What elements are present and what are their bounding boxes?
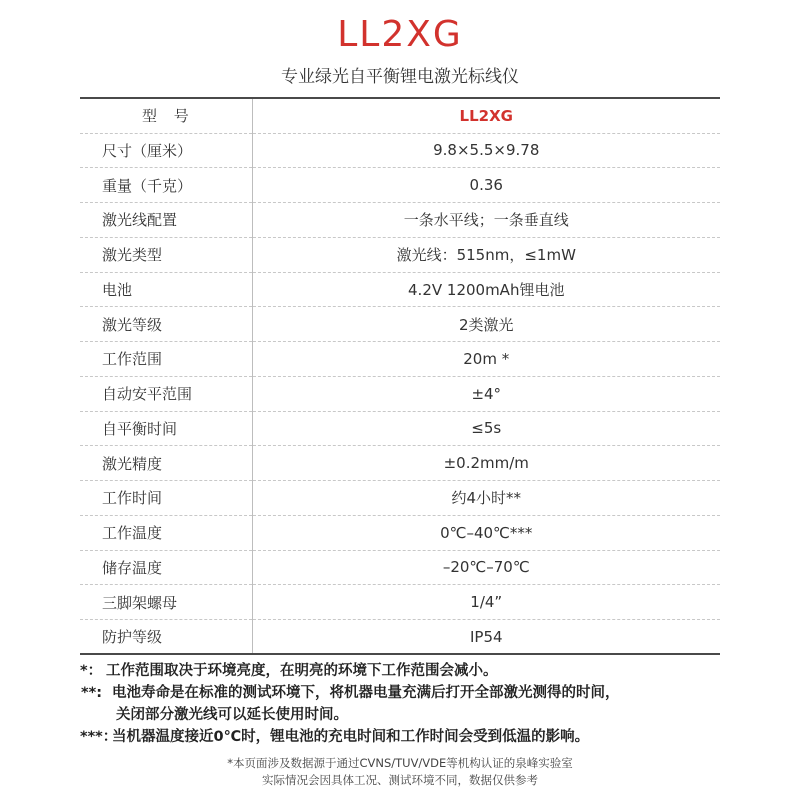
spec-label: 自平衡时间 bbox=[80, 411, 252, 446]
spec-table bbox=[80, 97, 720, 655]
footnote-temperature bbox=[80, 726, 740, 748]
product-subtitle: 专业绿光自平衡锂电激光标线仪 bbox=[281, 67, 519, 87]
spec-header-row bbox=[80, 98, 720, 133]
footnote-text: 电池寿命是在标准的测试环境下，将机器电量充满后打开全部激光测得的时间， bbox=[112, 685, 620, 701]
spec-row bbox=[80, 376, 720, 411]
spec-label: 工作范围 bbox=[80, 342, 252, 377]
spec-label: 工作时间 bbox=[80, 481, 252, 516]
spec-row bbox=[80, 585, 720, 620]
spec-value: 4.2V 1200mAh锂电池 bbox=[252, 272, 720, 307]
spec-value: 激光线：515nm，≤1mW bbox=[252, 237, 720, 272]
spec-row bbox=[80, 620, 720, 655]
footnote-battery bbox=[80, 682, 740, 704]
spec-value: ≤5s bbox=[252, 411, 720, 446]
spec-row bbox=[80, 411, 720, 446]
footnote-text: 工作范围取决于环境亮度，在明亮的环境下工作范围会减小。 bbox=[106, 663, 498, 679]
spec-label: 电池 bbox=[80, 272, 252, 307]
model-title: LL2XG bbox=[337, 14, 463, 55]
footnote-mark: **: bbox=[81, 685, 102, 701]
spec-label: 工作温度 bbox=[80, 515, 252, 550]
spec-row bbox=[80, 446, 720, 481]
spec-value: 0℃–40℃*** bbox=[252, 515, 720, 550]
disclaimer-line: 实际情况会因具体工况、测试环境不同，数据仅供参考 bbox=[262, 773, 538, 787]
spec-value: IP54 bbox=[252, 620, 720, 655]
spec-row bbox=[80, 342, 720, 377]
spec-label: 激光线配置 bbox=[80, 203, 252, 238]
footnote-text: 当机器温度接近0℃时，锂电池的充电时间和工作时间会受到低温的影响。 bbox=[112, 729, 590, 745]
footnote-battery-continued: 关闭部分激光线可以延长使用时间。 bbox=[116, 707, 348, 723]
spec-value: 约4小时** bbox=[252, 481, 720, 516]
spec-value: 9.8×5.5×9.78 bbox=[252, 133, 720, 168]
spec-label: 尺寸（厘米） bbox=[80, 133, 252, 168]
footnote-mark: *： bbox=[80, 663, 103, 679]
spec-label: 激光等级 bbox=[80, 307, 252, 342]
disclaimer-line: *本页面涉及数据源于通过CVNS/TUV/VDE等机构认证的泉峰实验室 bbox=[227, 756, 573, 770]
spec-value: 1/4” bbox=[252, 585, 720, 620]
spec-label: 激光类型 bbox=[80, 237, 252, 272]
spec-row bbox=[80, 237, 720, 272]
spec-row bbox=[80, 168, 720, 203]
spec-row bbox=[80, 272, 720, 307]
spec-row bbox=[80, 203, 720, 238]
footnote-range bbox=[80, 660, 740, 682]
spec-row bbox=[80, 550, 720, 585]
spec-label: 储存温度 bbox=[80, 550, 252, 585]
data-source-disclaimer bbox=[0, 755, 800, 789]
spec-value: 一条水平线；一条垂直线 bbox=[252, 203, 720, 238]
spec-row bbox=[80, 133, 720, 168]
spec-label: 激光精度 bbox=[80, 446, 252, 481]
spec-header-label: 型 号 bbox=[80, 98, 252, 133]
spec-value: 2类激光 bbox=[252, 307, 720, 342]
spec-row bbox=[80, 307, 720, 342]
spec-row bbox=[80, 481, 720, 516]
spec-label: 防护等级 bbox=[80, 620, 252, 655]
spec-label: 自动安平范围 bbox=[80, 376, 252, 411]
footnote-mark: ***： bbox=[80, 729, 118, 745]
spec-header-value: LL2XG bbox=[252, 98, 720, 133]
spec-value: ±4° bbox=[252, 376, 720, 411]
spec-value: 0.36 bbox=[252, 168, 720, 203]
spec-label: 重量（千克） bbox=[80, 168, 252, 203]
spec-value: –20℃–70℃ bbox=[252, 550, 720, 585]
spec-label: 三脚架螺母 bbox=[80, 585, 252, 620]
spec-row bbox=[80, 515, 720, 550]
footnotes bbox=[80, 660, 740, 748]
spec-value: 20m * bbox=[252, 342, 720, 377]
spec-value: ±0.2mm/m bbox=[252, 446, 720, 481]
